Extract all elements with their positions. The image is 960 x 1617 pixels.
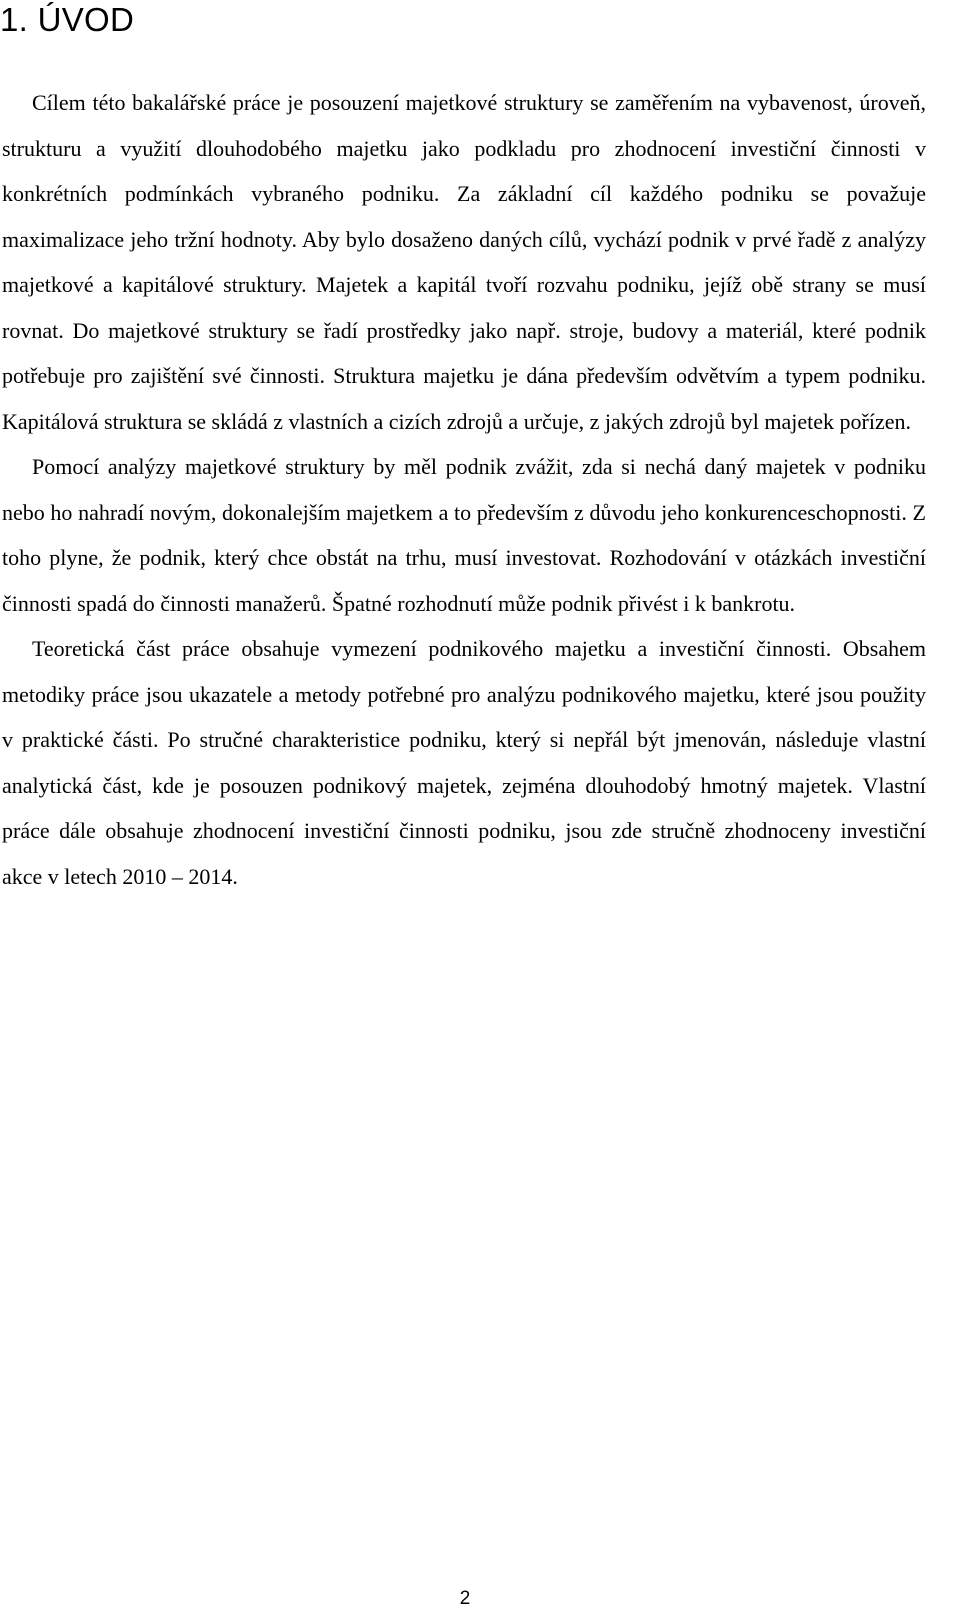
- paragraph-intro: Cílem této bakalářské práce je posouzení majetkové struktury se zaměřením na vybavenost, úroveň, strukturu a využití dlouhodobého majetku jako podkladu pro zhodnocení investiční činnosti v konkrétních podmínkách vybraného podniku. Za základní cíl každého podniku se považuje maximalizace jeho tržní hodnoty. Aby bylo dosaženo daných cílů, vychází podnik v prvé řadě z analýzy majetkové a kapitálové struktury. Majetek a kapitál tvoří rozvahu podniku, jejíž obě strany se musí rovnat. Do majetkové struktury se řadí prostředky jako např. stroje, budovy a materiál, které podnik potřebuje pro zajištění své činnosti. Struktura majetku je dána především odvětvím a typem podniku. Kapitálová struktura se skládá z vlastních a cizích zdrojů a určuje, z jakých zdrojů byl majetek pořízen.: [2, 90, 926, 434]
- chapter-body: [2, 80, 926, 899]
- paragraph-analysis: Pomocí analýzy majetkové struktury by měl podnik zvážit, zda si nechá daný majetek v podniku nebo ho nahradí novým, dokonalejším majetkem a to především z důvodu jeho konkurenceschopnosti. Z toho plyne, že podnik, který chce obstát na trhu, musí investovat. Rozhodování v otázkách investiční činnosti spadá do činnosti manažerů. Špatné rozhodnutí může podnik přivést i k bankrotu.: [2, 454, 926, 616]
- chapter-heading: 1. ÚVOD: [0, 1, 135, 38]
- paragraph-structure: Teoretická část práce obsahuje vymezení podnikového majetku a investiční činnosti. Obsahem metodiky práce jsou ukazatele a metody potřebné pro analýzu podnikového majetku, které jsou použity v praktické části. Po stručné charakteristice podniku, který si nepřál být jmenován, následuje vlastní analytická část, kde je posouzen podnikový majetek, zejména dlouhodobý hmotný majetek. Vlastní práce dále obsahuje zhodnocení investiční činnosti podniku, jsou zde stručně zhodnoceny investiční akce v letech 2010 – 2014.: [2, 636, 926, 889]
- page-number: [0, 1588, 960, 1610]
- page-number-label: 2: [459, 1588, 471, 1609]
